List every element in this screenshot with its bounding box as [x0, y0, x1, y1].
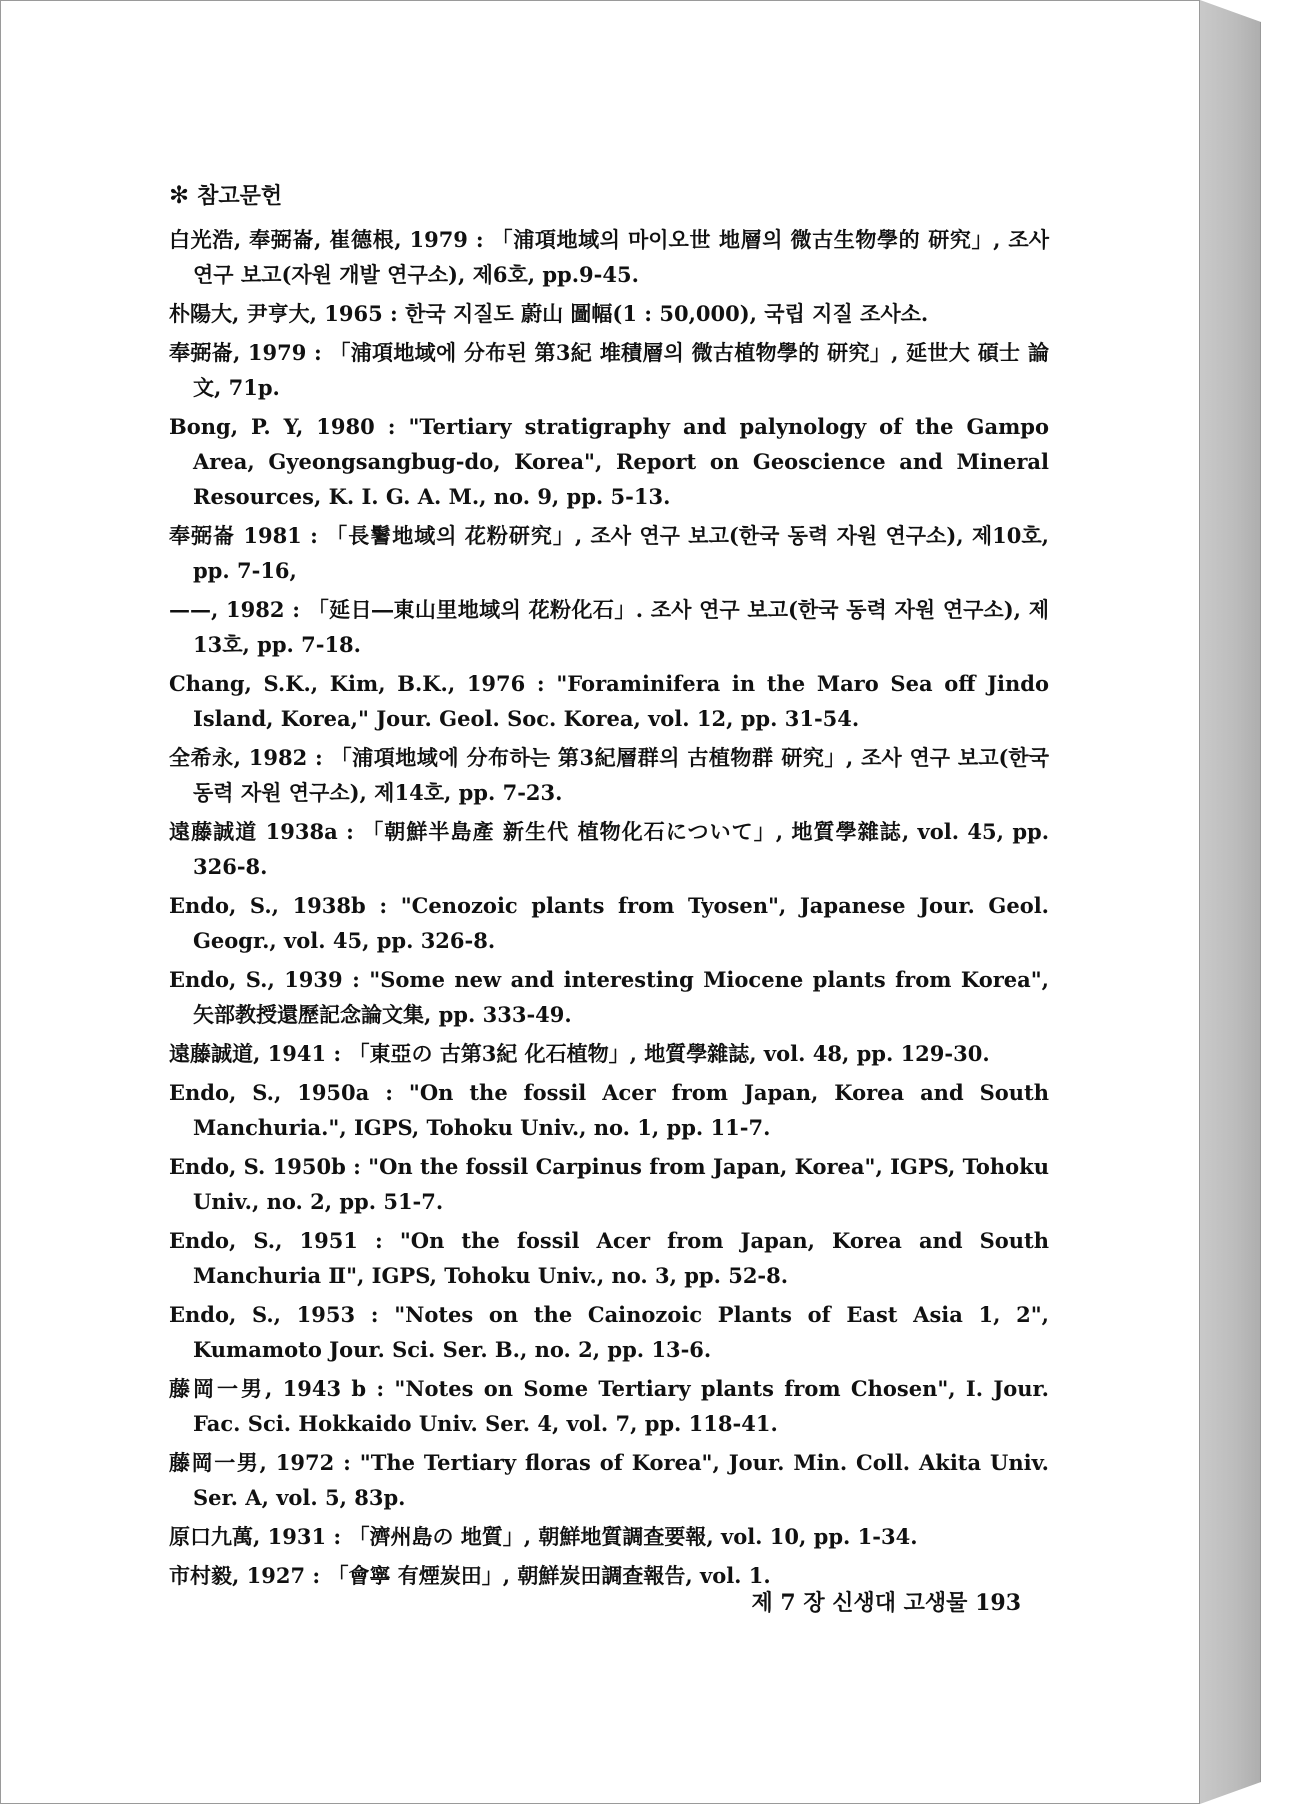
- reference-entry: Endo, S., 1953 : "Notes on the Cainozoic Plants of East Asia 1, 2", Kumamoto Jour. Sci. Ser. B., no. 2, pp. 13-6.: [169, 1302, 1049, 1362]
- reference-entry: 藤岡一男, 1943 b : "Notes on Some Tertiary plants from Chosen", I. Jour. Fac. Sci. Hokkaido Univ. Ser. 4, vol. 7, pp. 118-41.: [169, 1376, 1049, 1436]
- reference-entry: Endo, S., 1950a : "On the fossil Acer from Japan, Korea and South Manchuria.", IGPS, Tohoku Univ., no. 1, pp. 11-7.: [169, 1080, 1049, 1140]
- reference-entry: 白光浩, 奉弼崙, 崔德根, 1979 : 「浦項地域의 마이오世 地層의 微古生物學的 研究」, 조사 연구 보고(자원 개발 연구소), 제6호, pp.9-45.: [169, 227, 1049, 287]
- reference-entry: 市村毅, 1927 : 「會寧 有煙炭田」, 朝鮮炭田調查報告, vol. 1.: [169, 1563, 771, 1588]
- asterisk-icon: ✻: [169, 181, 190, 209]
- reference-entry: 遠藤誠道, 1941 : 「東亞の 古第3紀 化石植物」, 地質學雜誌, vol. 48, pp. 129-30.: [169, 1041, 990, 1066]
- reference-entry: 奉弼崙 1981 : 「長鬐地域의 花粉研究」, 조사 연구 보고(한국 동력 자원 연구소), 제10호, pp. 7-16,: [169, 523, 1049, 583]
- reference-entry: Endo, S. 1950b : "On the fossil Carpinus from Japan, Korea", IGPS, Tohoku Univ., no. 2, pp. 51-7.: [169, 1154, 1049, 1214]
- reference-entry: 遠藤誠道 1938a : 「朝鮮半島產 新生代 植物化石について」, 地質學雜誌, vol. 45, pp. 326-8.: [169, 819, 1049, 879]
- reference-entry: Bong, P. Y, 1980 : "Tertiary stratigraphy and palynology of the Gampo Area, Gyeongsangbug-do, Korea", Report on Geoscience and Mineral Resources, K. I. G. A. M., no. 9, pp. 5-13.: [169, 414, 1049, 509]
- reference-entry: 奉弼崙, 1979 : 「浦項地域에 分布된 第3紀 堆積層의 微古植物學的 研究」, 延世大 碩士 論文, 71p.: [169, 340, 1049, 400]
- reference-entry: 全希永, 1982 : 「浦項地域에 分布하는 第3紀層群의 古植物群 研究」, 조사 연구 보고(한국 동력 자원 연구소), 제14호, pp. 7-23.: [169, 745, 1049, 805]
- reference-entry: 原口九萬, 1931 : 「濟州島の 地質」, 朝鮮地質調查要報, vol. 10, pp. 1-34.: [169, 1524, 918, 1549]
- reference-entry: Chang, S.K., Kim, B.K., 1976 : "Foraminifera in the Maro Sea off Jindo Island, Korea," Jour. Geol. Soc. Korea, vol. 12, pp. 31-54.: [169, 671, 1049, 731]
- reference-entry: Endo, S., 1951 : "On the fossil Acer from Japan, Korea and South Manchuria Ⅱ", IGPS, Tohoku Univ., no. 3, pp. 52-8.: [169, 1228, 1049, 1288]
- reference-entry: 藤岡一男, 1972 : "The Tertiary floras of Korea", Jour. Min. Coll. Akita Univ. Ser. A, vol. 5, 83p.: [169, 1450, 1049, 1510]
- reference-entry: 朴陽大, 尹亨大, 1965 : 한국 지질도 蔚山 圖幅(1 : 50,000), 국립 지질 조사소.: [169, 301, 929, 326]
- book-page-edge: [1200, 0, 1261, 1804]
- reference-list: [169, 222, 1049, 1593]
- page-footer: 제 7 장 신생대 고생물 193: [751, 1590, 1021, 1616]
- reference-entry: Endo, S., 1938b : "Cenozoic plants from Tyosen", Japanese Jour. Geol. Geogr., vol. 45, pp. 326-8.: [169, 893, 1049, 953]
- reference-entry: Endo, S., 1939 : "Some new and interesting Miocene plants from Korea", 矢部教授還歷記念論文集, pp. 333-49.: [169, 967, 1049, 1027]
- reference-entry: ——, 1982 : 「延日―東山里地域의 花粉化石」. 조사 연구 보고(한국 동력 자원 연구소), 제13호, pp. 7-18.: [169, 597, 1049, 657]
- references-heading: [169, 179, 1049, 210]
- heading-text: 참고문헌: [197, 184, 283, 209]
- page-content: [169, 179, 1049, 1597]
